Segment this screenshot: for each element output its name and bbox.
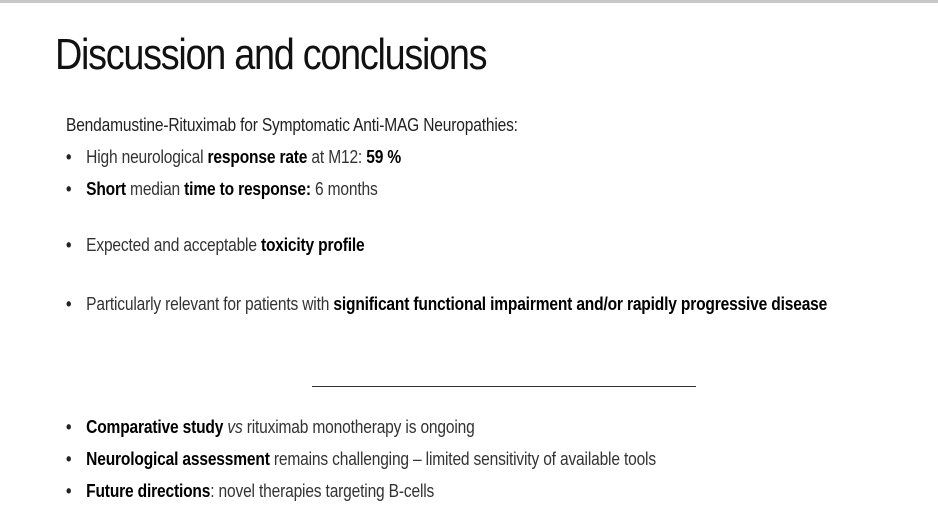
bullet-relevance: • Particularly relevant for patients with significant functional impairment and/or rapidly progressive disease bbox=[66, 293, 828, 314]
bullet-marker: • bbox=[66, 416, 72, 437]
bullet-marker: • bbox=[66, 234, 72, 255]
bullet-time-to-response: • Short median time to response: 6 months bbox=[66, 178, 378, 199]
bullet-marker: • bbox=[66, 448, 72, 469]
slide-title: Discussion and conclusions bbox=[55, 30, 487, 79]
bullet-marker: • bbox=[66, 293, 72, 314]
section-divider bbox=[312, 386, 696, 387]
bullet-response-rate: • High neurological response rate at M12: 59 % bbox=[66, 146, 401, 167]
intro-text: Bendamustine-Rituximab for Symptomatic Anti-MAG Neuropathies: bbox=[66, 114, 518, 135]
bullet-marker: • bbox=[66, 480, 72, 501]
bullet-marker: • bbox=[66, 146, 72, 167]
bullet-neurological-assessment: • Neurological assessment remains challenging – limited sensitivity of available tools bbox=[66, 448, 656, 469]
slide-top-border bbox=[0, 0, 938, 3]
bullet-future-directions: • Future directions: novel therapies targeting B-cells bbox=[66, 480, 435, 501]
bullet-marker: • bbox=[66, 178, 72, 199]
bullet-toxicity: • Expected and acceptable toxicity profile bbox=[66, 234, 365, 255]
bullet-comparative-study: • Comparative study vs rituximab monotherapy is ongoing bbox=[66, 416, 475, 437]
